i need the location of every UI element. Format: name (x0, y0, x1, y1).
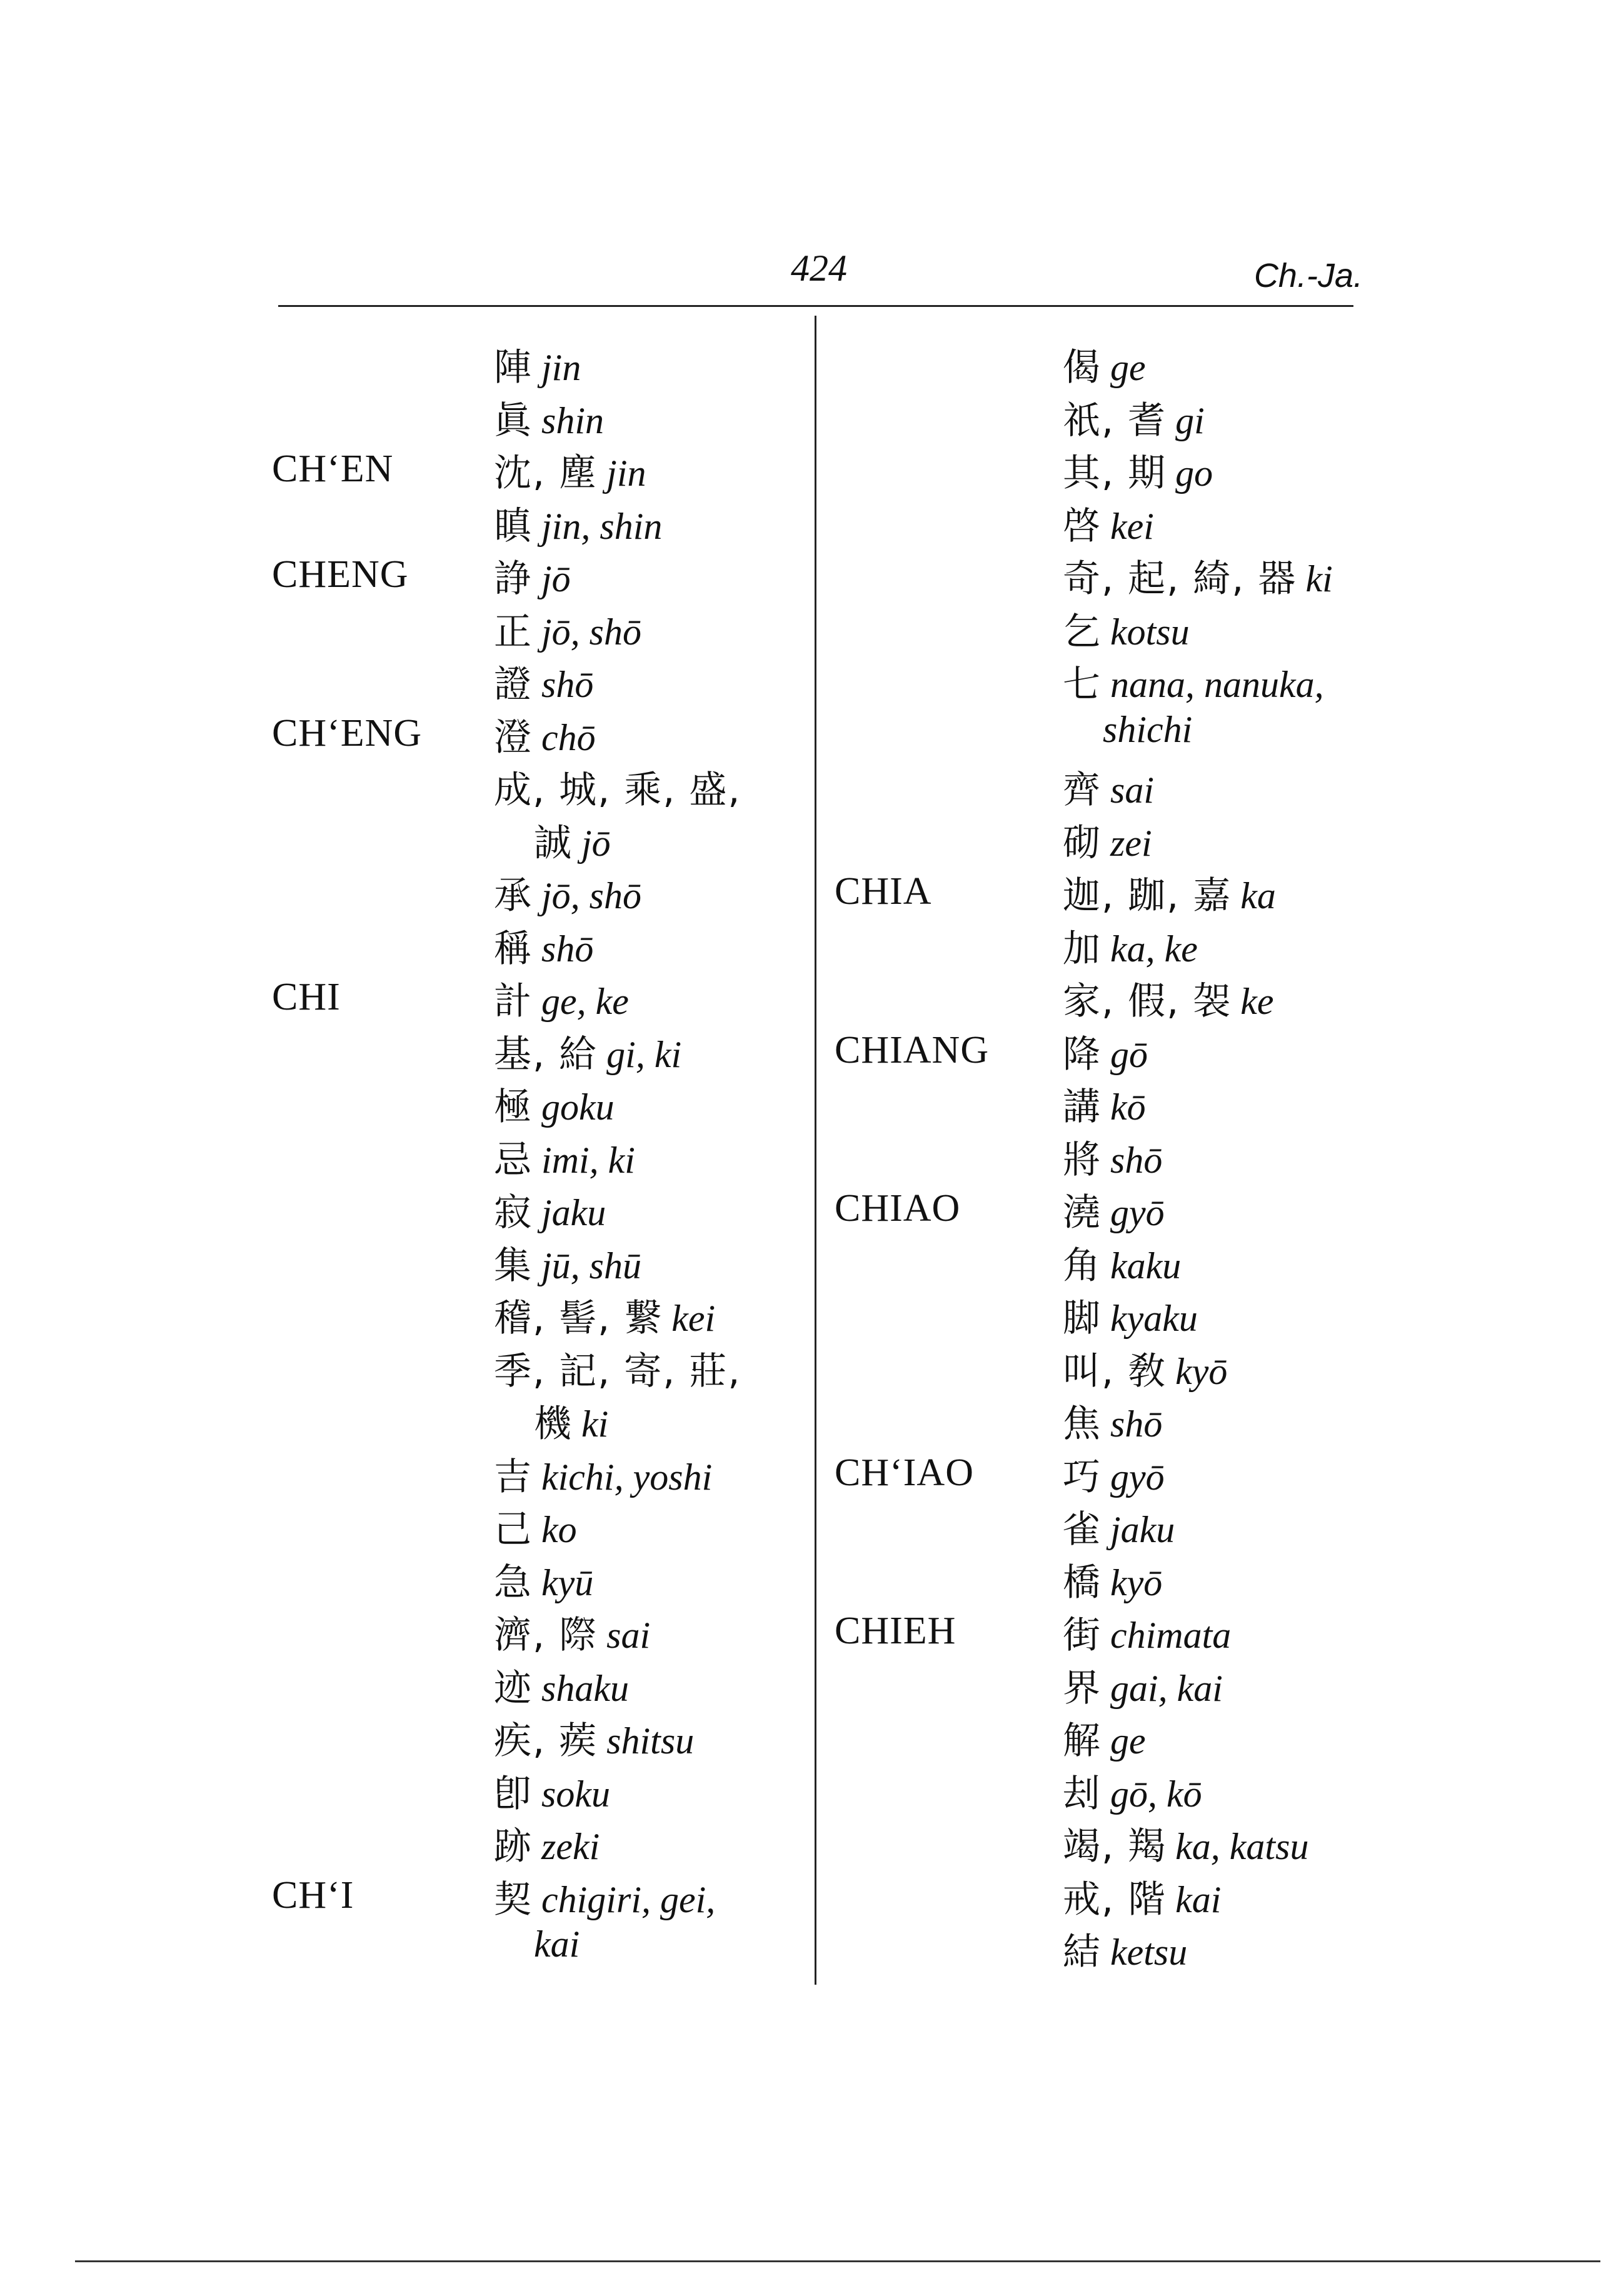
entry (494, 654, 593, 708)
section-tag: Ch.-Ja. (1253, 257, 1363, 294)
japanese-reading: jō (581, 822, 611, 864)
han-characters: 降 (1063, 1032, 1102, 1076)
entry (1063, 1288, 1198, 1342)
entry (1063, 760, 1154, 814)
entry-row (272, 1922, 803, 1975)
han-characters: 叫, 敎 (1063, 1349, 1167, 1393)
footer-rule (75, 2260, 1600, 2262)
han-characters: 迹 (494, 1666, 533, 1710)
entry-row (272, 602, 803, 655)
japanese-reading: ke (1240, 981, 1274, 1022)
entry-row (272, 654, 803, 708)
entry-row (835, 1077, 1397, 1130)
han-characters: 祇, 耆 (1063, 398, 1167, 443)
entry-row (272, 1817, 803, 1870)
japanese-reading: jin (606, 453, 646, 494)
entry (1063, 919, 1198, 973)
han-characters: 稽, 髻, 繋 (494, 1296, 663, 1340)
han-characters: 沈, 塵 (494, 451, 598, 495)
page-number: 424 (791, 248, 847, 289)
entry (1063, 1870, 1221, 1923)
han-characters: 澄 (494, 715, 533, 759)
han-characters: 家, 假, 袈 (1063, 980, 1232, 1023)
entry-row (835, 1605, 1397, 1658)
japanese-reading: ko (541, 1509, 577, 1550)
entry (1063, 654, 1324, 708)
entry-row (272, 1605, 803, 1658)
entry-row (835, 1341, 1397, 1395)
japanese-reading: ki (581, 1403, 609, 1445)
romanization-key: CH‘ENG (272, 711, 423, 754)
entry-row (272, 971, 803, 1025)
japanese-reading: jaku (1110, 1509, 1175, 1550)
han-characters: 計 (494, 980, 533, 1023)
japanese-reading: chō (541, 716, 596, 758)
left-column (272, 338, 803, 1975)
japanese-reading: kichi, yoshi (541, 1456, 713, 1498)
japanese-reading: zeki (541, 1826, 600, 1867)
han-characters: 結 (1063, 1930, 1102, 1974)
entry-row (835, 971, 1397, 1025)
han-characters: 己 (494, 1508, 533, 1552)
romanization-key: CHIAO (835, 1187, 961, 1230)
japanese-reading: ge (1110, 347, 1146, 388)
japanese-reading: kaku (1110, 1245, 1182, 1286)
han-characters: 誠 (534, 821, 573, 865)
han-characters: 七 (1063, 663, 1102, 706)
han-characters: 刦 (1063, 1772, 1102, 1816)
han-characters: 季, 記, 寄, 莊, (494, 1349, 741, 1393)
entry (494, 1077, 615, 1131)
han-characters: 砌 (1063, 821, 1102, 865)
entry-row (272, 1236, 803, 1289)
entry-row (272, 1447, 803, 1500)
han-characters: 界 (1063, 1666, 1102, 1710)
japanese-reading: gai, kai (1110, 1667, 1223, 1709)
han-characters: 跡 (494, 1825, 533, 1868)
entry-row (835, 1025, 1397, 1078)
japanese-reading: jū, shū (541, 1245, 642, 1286)
japanese-reading: shō (541, 664, 594, 705)
han-characters: 疾, 蒺 (494, 1719, 598, 1763)
japanese-reading: gi (1175, 399, 1205, 441)
japanese-reading: chigiri, gei, (541, 1878, 716, 1920)
entry (1063, 708, 1192, 751)
entry (1063, 1500, 1175, 1553)
japanese-reading: chimata (1110, 1615, 1232, 1656)
entry-row (835, 338, 1397, 391)
header-rule (278, 305, 1353, 307)
entry (1063, 866, 1276, 920)
entry-row (835, 1236, 1397, 1289)
entry (494, 1025, 681, 1078)
han-characters: 承 (494, 874, 533, 918)
entry-row (835, 549, 1397, 602)
entry-row (835, 602, 1397, 655)
entry-row (272, 813, 803, 866)
entry (1063, 391, 1205, 444)
entry-row (272, 549, 803, 602)
han-characters: 機 (534, 1402, 573, 1446)
entry (1063, 1236, 1181, 1290)
japanese-reading: goku (541, 1086, 615, 1128)
entry-row (835, 1711, 1397, 1764)
column-divider (815, 316, 816, 1985)
han-characters: 啓 (1063, 504, 1102, 548)
entry-row (272, 1394, 803, 1447)
entry (494, 1922, 580, 1966)
han-characters: 街 (1063, 1613, 1102, 1657)
entry (494, 443, 646, 497)
entry (1063, 1658, 1223, 1712)
han-characters: 焦 (1063, 1402, 1102, 1446)
entry (494, 1236, 641, 1290)
entry (494, 1394, 608, 1448)
entry (494, 1130, 635, 1184)
japanese-reading: gyō (1110, 1456, 1165, 1498)
entry-row (272, 1870, 803, 1923)
han-characters: 角 (1063, 1243, 1102, 1288)
han-characters: 卽 (494, 1772, 533, 1816)
entry (1063, 338, 1146, 391)
han-characters: 戒, 階 (1063, 1877, 1167, 1922)
japanese-reading: shaku (541, 1667, 629, 1709)
entry (494, 1658, 629, 1712)
japanese-reading: kyaku (1110, 1298, 1198, 1339)
japanese-reading: go (1175, 453, 1213, 494)
entry-row (272, 1130, 803, 1183)
entry-row (835, 1130, 1397, 1183)
entry-row (835, 1764, 1397, 1817)
entry-row (272, 496, 803, 549)
entry (494, 760, 741, 814)
entry (494, 602, 641, 656)
japanese-reading: nana, nanuka, (1110, 664, 1324, 705)
japanese-reading: kotsu (1110, 611, 1190, 653)
entry (494, 1764, 610, 1818)
entry-row (835, 1817, 1397, 1870)
entry (494, 1288, 715, 1342)
entry (494, 1605, 650, 1659)
han-characters: 極 (494, 1085, 533, 1129)
entry-row (272, 391, 803, 444)
japanese-reading: shin (541, 399, 605, 441)
entry (494, 708, 596, 761)
japanese-reading: shichi (1103, 708, 1193, 750)
han-characters: 脚 (1063, 1296, 1102, 1340)
entry-row (272, 1341, 803, 1395)
entry (1063, 602, 1190, 656)
entry-row (272, 443, 803, 496)
entry (1063, 1605, 1231, 1659)
han-characters: 講 (1063, 1085, 1102, 1129)
entry-row (835, 1553, 1397, 1606)
entry (494, 813, 611, 867)
japanese-reading: sai (606, 1615, 651, 1656)
han-characters: 巧 (1063, 1455, 1102, 1499)
han-characters: 將 (1063, 1138, 1102, 1182)
japanese-reading: kyū (541, 1562, 594, 1603)
entry-row (835, 654, 1397, 708)
han-characters: 迦, 跏, 嘉 (1063, 874, 1232, 918)
entry (1063, 1025, 1148, 1078)
han-characters: 解 (1063, 1719, 1102, 1763)
entry-row (272, 760, 803, 813)
entry (1063, 1183, 1165, 1236)
entry (1063, 813, 1152, 867)
entry-row (835, 1288, 1397, 1341)
entry-row (835, 1922, 1397, 1975)
han-characters: 其, 期 (1063, 451, 1167, 495)
entry (494, 338, 581, 391)
entry (1063, 1341, 1227, 1395)
entry-row (835, 1658, 1397, 1712)
entry (1063, 496, 1154, 550)
entry (1063, 1764, 1202, 1818)
japanese-reading: shō (541, 928, 594, 970)
entry (494, 1341, 741, 1395)
japanese-reading: kei (671, 1298, 716, 1339)
han-characters: 證 (494, 663, 533, 706)
han-characters: 忌 (494, 1138, 533, 1182)
japanese-reading: imi, ki (541, 1139, 635, 1181)
han-characters: 竭, 羯 (1063, 1825, 1167, 1868)
japanese-reading: ka (1240, 875, 1276, 916)
entry-row (835, 391, 1397, 444)
entry-row (835, 443, 1397, 496)
japanese-reading: kei (1110, 505, 1154, 547)
japanese-reading: kō (1110, 1086, 1146, 1128)
entry-row (272, 1288, 803, 1341)
han-characters: 稱 (494, 926, 533, 971)
romanization-key: CHIANG (835, 1028, 990, 1071)
entry (1063, 443, 1213, 497)
entry-row (272, 1764, 803, 1817)
japanese-reading: kai (534, 1923, 580, 1965)
japanese-reading: ge, ke (541, 981, 629, 1022)
han-characters: 乞 (1063, 609, 1102, 654)
han-characters: 橋 (1063, 1560, 1102, 1605)
romanization-key: CHIEH (835, 1610, 956, 1652)
japanese-reading: shō (1110, 1139, 1163, 1181)
han-characters: 偈 (1063, 346, 1102, 389)
entry-row (835, 1394, 1397, 1447)
entry-row (835, 866, 1397, 919)
entry-row (835, 813, 1397, 866)
entry (494, 496, 662, 550)
japanese-reading: gi, ki (606, 1033, 682, 1075)
han-characters: 奇, 起, 綺, 器 (1063, 557, 1297, 601)
japanese-reading: kyō (1175, 1350, 1228, 1392)
han-characters: 急 (494, 1560, 533, 1605)
japanese-reading: soku (541, 1773, 610, 1815)
entry-row (272, 866, 803, 919)
japanese-reading: gō, kō (1110, 1773, 1202, 1815)
japanese-reading: ge (1110, 1720, 1146, 1762)
japanese-reading: sai (1110, 770, 1155, 811)
entry-row (272, 1658, 803, 1712)
han-characters: 正 (494, 609, 533, 654)
entry (1063, 1711, 1146, 1765)
entry (494, 391, 604, 444)
entry-row (272, 919, 803, 972)
entry-row (835, 1870, 1397, 1923)
entry-row (835, 708, 1397, 761)
entry-row (835, 1500, 1397, 1553)
japanese-reading: zei (1110, 822, 1152, 864)
japanese-reading: ki (1305, 558, 1333, 599)
han-characters: 成, 城, 乘, 盛, (494, 768, 741, 812)
han-characters: 瞋 (494, 504, 533, 548)
entry-row (835, 919, 1397, 972)
entry-row (272, 708, 803, 761)
entry (1063, 1130, 1162, 1184)
romanization-key: CH‘IAO (835, 1451, 974, 1494)
japanese-reading: ka, katsu (1175, 1826, 1309, 1867)
entry (494, 1447, 712, 1501)
entry-row (835, 1447, 1397, 1500)
entry (494, 1500, 577, 1553)
entry (1063, 1817, 1308, 1870)
japanese-reading: ketsu (1110, 1932, 1188, 1973)
right-column (835, 338, 1397, 1975)
entry (494, 1817, 600, 1870)
japanese-reading: gō (1110, 1033, 1148, 1075)
japanese-reading: jaku (541, 1192, 606, 1233)
entry-row (272, 1711, 803, 1764)
entry-row (272, 1500, 803, 1553)
entry-row (835, 496, 1397, 549)
entry (1063, 549, 1333, 603)
japanese-reading: shō (1110, 1403, 1163, 1445)
japanese-reading: jō (541, 558, 571, 599)
romanization-key: CH‘I (272, 1873, 354, 1917)
entry-row (272, 1553, 803, 1606)
han-characters: 眞 (494, 398, 533, 443)
entry (1063, 971, 1274, 1025)
han-characters: 雀 (1063, 1508, 1102, 1552)
entry-row (272, 1183, 803, 1236)
han-characters: 諍 (494, 557, 533, 601)
entry (494, 866, 641, 920)
entry-row (272, 1077, 803, 1130)
romanization-key: CHI (272, 976, 341, 1018)
han-characters: 齊 (1063, 768, 1102, 812)
japanese-reading: gyō (1110, 1192, 1165, 1233)
entry (1063, 1394, 1162, 1448)
han-characters: 吉 (494, 1455, 533, 1499)
han-characters: 陣 (494, 346, 533, 389)
entry (1063, 1447, 1165, 1501)
entry (1063, 1553, 1162, 1607)
japanese-reading: kai (1175, 1878, 1222, 1920)
entry (494, 919, 593, 973)
han-characters: 基, 給 (494, 1032, 598, 1076)
entry (494, 1183, 606, 1236)
entry (494, 1553, 593, 1607)
entry-row (835, 1183, 1397, 1236)
romanization-key: CHENG (272, 553, 409, 596)
entry (1063, 1922, 1187, 1976)
japanese-reading: jō, shō (541, 875, 642, 916)
entry-row (272, 1025, 803, 1078)
han-characters: 寂 (494, 1191, 533, 1235)
han-characters: 集 (494, 1243, 533, 1288)
han-characters: 濟, 際 (494, 1613, 598, 1657)
japanese-reading: shitsu (606, 1720, 695, 1762)
japanese-reading: kyō (1110, 1562, 1163, 1603)
romanization-key: CHIA (835, 870, 932, 913)
entry-row (272, 338, 803, 391)
japanese-reading: jin (541, 347, 581, 388)
entry (494, 1870, 715, 1923)
japanese-reading: jin, shin (541, 505, 663, 547)
entry (494, 971, 629, 1025)
han-characters: 加 (1063, 926, 1102, 971)
japanese-reading: ka, ke (1110, 928, 1198, 970)
entry (1063, 1077, 1146, 1131)
han-characters: 澆 (1063, 1191, 1102, 1235)
romanization-key: CH‘EN (272, 448, 394, 490)
entry (494, 1711, 694, 1765)
entry-row (835, 760, 1397, 813)
japanese-reading: jō, shō (541, 611, 642, 653)
entry (494, 549, 571, 603)
han-characters: 契 (494, 1877, 533, 1922)
